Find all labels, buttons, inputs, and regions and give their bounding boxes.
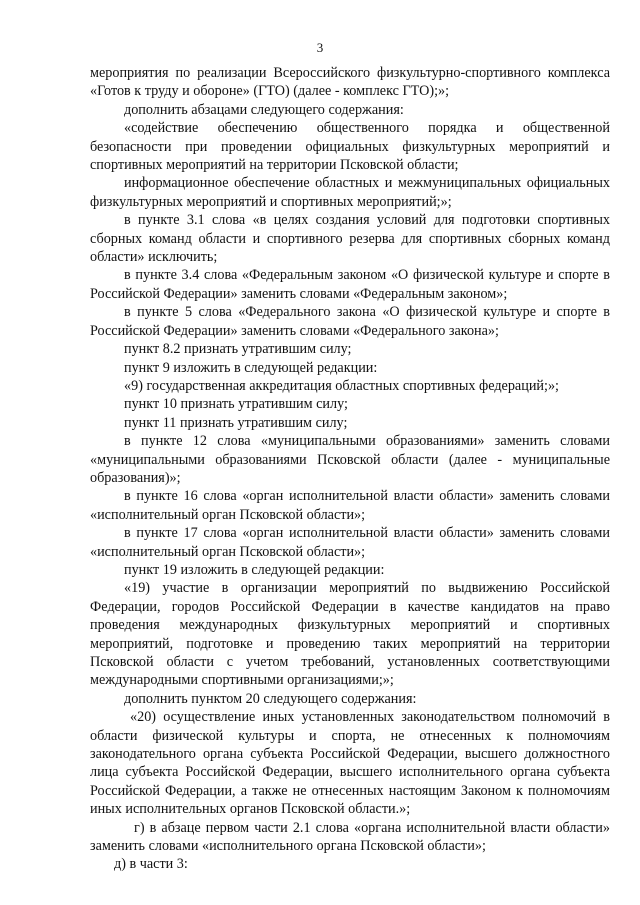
paragraph: в пункте 3.1 слова «в целях создания условий для подготовки спортивных сборных команд области и спортивного резерва для спортивных сборных команд области» исключить;: [90, 212, 610, 266]
paragraph: «9) государственная аккредитация областных спортивных федераций;»;: [124, 377, 559, 394]
paragraph: мероприятия по реализации Всероссийского физкультурно-спортивного комплекса «Готов к труду и обороне» (ГТО) (далее - комплекс ГТО);»;: [90, 65, 610, 100]
paragraph: д) в части 3:: [114, 856, 188, 873]
paragraph: пункт 19 изложить в следующей редакции:: [124, 561, 385, 578]
paragraph: в пункте 5 слова «Федерального закона «О физической культуре и спорте в Российской Федерации» заменить словами «Федерального закона»;: [90, 304, 610, 339]
paragraph: в пункте 17 слова «орган исполнительной власти области» заменить словами «исполнительный орган Псковской области»;: [90, 525, 610, 560]
document-body: [90, 64, 610, 874]
page-number: 3: [316, 40, 324, 55]
paragraph: «содействие обеспечению общественного порядка и общественной безопасности при проведении официальных физкультурных мероприятий и спортивных мероприятий на территории Псковской области;: [90, 120, 610, 174]
paragraph: пункт 9 изложить в следующей редакции:: [124, 359, 378, 376]
paragraph: г) в абзаце первом части 2.1 слова «органа исполнительной власти области» заменить словами «исполнительного органа Псковской области»;: [90, 819, 610, 855]
paragraph: информационное обеспечение областных и межмуниципальных официальных физкультурных мероприятий и спортивных мероприятий;»;: [90, 175, 610, 210]
paragraph: «20) осуществление иных установленных законодательством полномочий в области физической культуры и спорта, не отнесенных к полномочиям законодательного органа субъекта Российской Федерации, высшего должностного лица субъекта Российской Федерации, высшего исполнительного органа субъекта Российской Федерации, а также не отнесенных настоящим Законом к полномочиям иных исполнительных органов Псковской области.»;: [90, 709, 610, 818]
paragraph: пункт 10 признать утратившим силу;: [124, 396, 348, 413]
paragraph: пункт 8.2 признать утратившим силу;: [124, 341, 352, 358]
paragraph: «19) участие в организации мероприятий по выдвижению Российской Федерации, городов Российской Федерации в качестве кандидатов на право проведения международных физкультурных мероприятий и спортивных мероприятий, подготовке и проведению таких мероприятий на территории Псковской области с учетом требований, установленных соответствующими международными спортивными организациями;»;: [90, 580, 610, 689]
paragraph: в пункте 12 слова «муниципальными образованиями» заменить словами «муниципальными образованиями Псковской области (далее - муниципальные образования)»;: [90, 433, 610, 486]
paragraph: пункт 11 признать утратившим силу;: [124, 414, 348, 431]
paragraph: дополнить абзацами следующего содержания:: [124, 101, 404, 118]
paragraph: в пункте 16 слова «орган исполнительной власти области» заменить словами «исполнительный орган Псковской области»;: [90, 488, 610, 523]
paragraph: в пункте 3.4 слова «Федеральным законом «О физической культуре и спорте в Российской Федерации» заменить словами «Федеральным законом»;: [90, 267, 610, 302]
paragraph: дополнить пунктом 20 следующего содержания:: [124, 690, 417, 707]
